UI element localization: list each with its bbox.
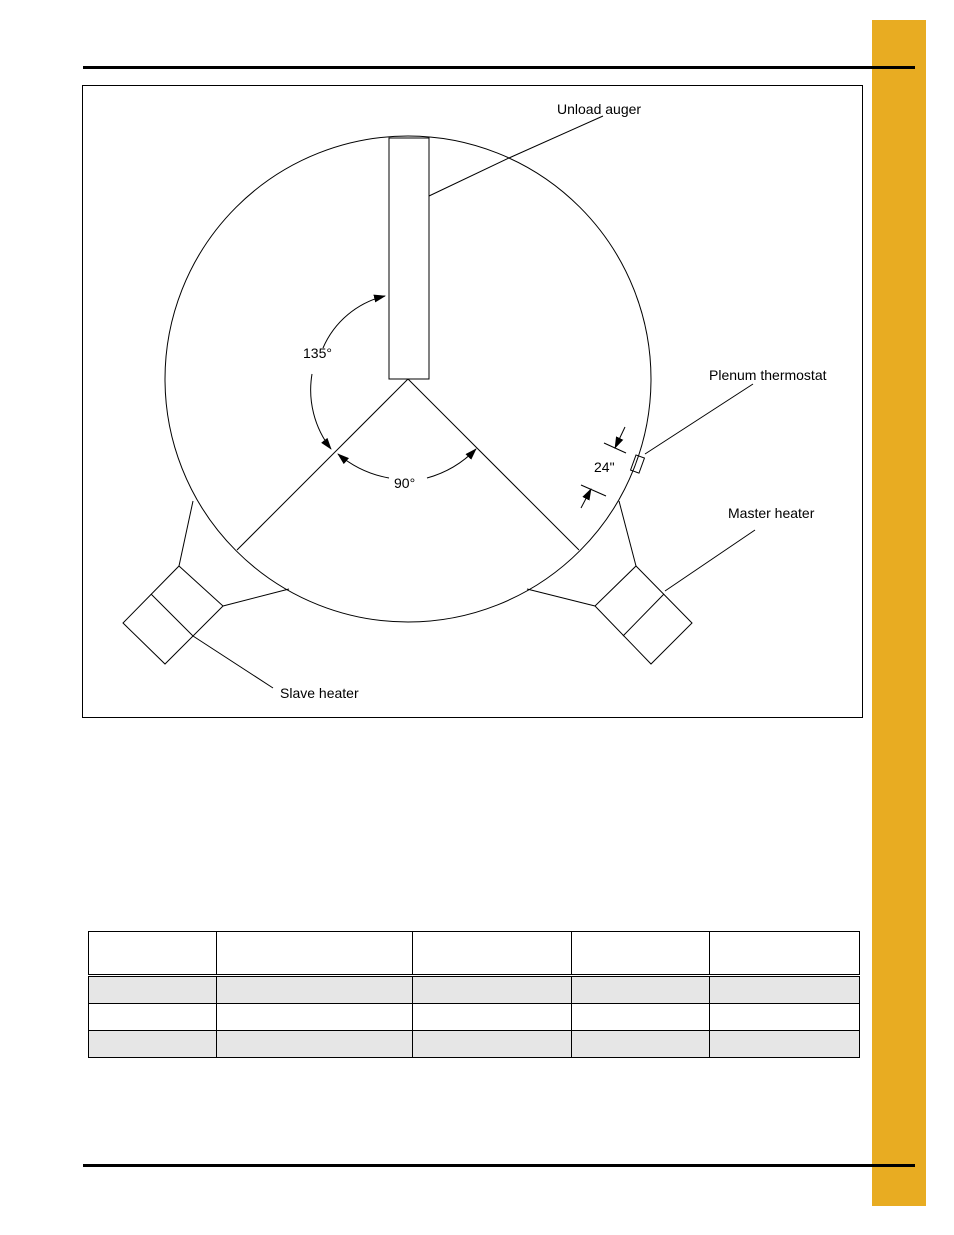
leader-slave-heater [193,636,273,688]
table-row [89,1031,860,1058]
table-header-cell [572,932,710,976]
master-heater-transition [619,501,636,566]
table-cell [572,976,710,1004]
dimension-arrow-top [615,427,625,448]
label-slave-heater: Slave heater [280,685,359,701]
unload-auger [389,138,429,379]
dimension-arrow-bottom [581,489,591,508]
table-cell [216,1031,412,1058]
table-cell [412,1031,572,1058]
label-angle-135: 135° [303,345,332,361]
bin-diagram [83,86,864,719]
leader-master-heater [665,530,755,591]
table-header-cell [710,932,860,976]
table-cell [572,1004,710,1031]
angle-90-arc-left [338,454,389,478]
table-cell [710,976,860,1004]
slave-heater-transition [179,501,193,566]
angle-135-arc-bottom [311,374,331,449]
table-cell [572,1031,710,1058]
label-master-heater: Master heater [728,505,815,521]
table-header-cell [216,932,412,976]
table-header-cell [412,932,572,976]
table-cell [412,1004,572,1031]
radial-line-right [408,379,579,550]
table-cell [216,1004,412,1031]
table-cell [710,1031,860,1058]
leader-unload-auger [429,116,603,196]
table-cell [89,976,217,1004]
label-unload-auger: Unload auger [557,101,642,117]
table-cell [216,976,412,1004]
bin-layout-figure [82,85,863,718]
label-angle-90: 90° [394,475,416,491]
table-header-cell [89,932,217,976]
angle-90-arc-right [427,449,476,478]
table-cell [710,1004,860,1031]
radial-line-left [237,379,408,550]
side-tab [872,20,926,1206]
header-rule [83,66,915,69]
table-row [89,1004,860,1031]
table-header-row [89,932,860,976]
leader-plenum-thermostat [645,384,753,454]
label-plenum-thermostat: Plenum thermostat [709,367,827,383]
table-cell [412,976,572,1004]
table-cell [89,1004,217,1031]
label-dimension-24: 24" [594,459,615,475]
angle-135-arc-top [323,296,385,348]
table-row [89,976,860,1004]
heater-spec-table [88,931,860,1058]
table-cell [89,1031,217,1058]
footer-rule [83,1164,915,1167]
slave-heater-box [123,566,223,664]
